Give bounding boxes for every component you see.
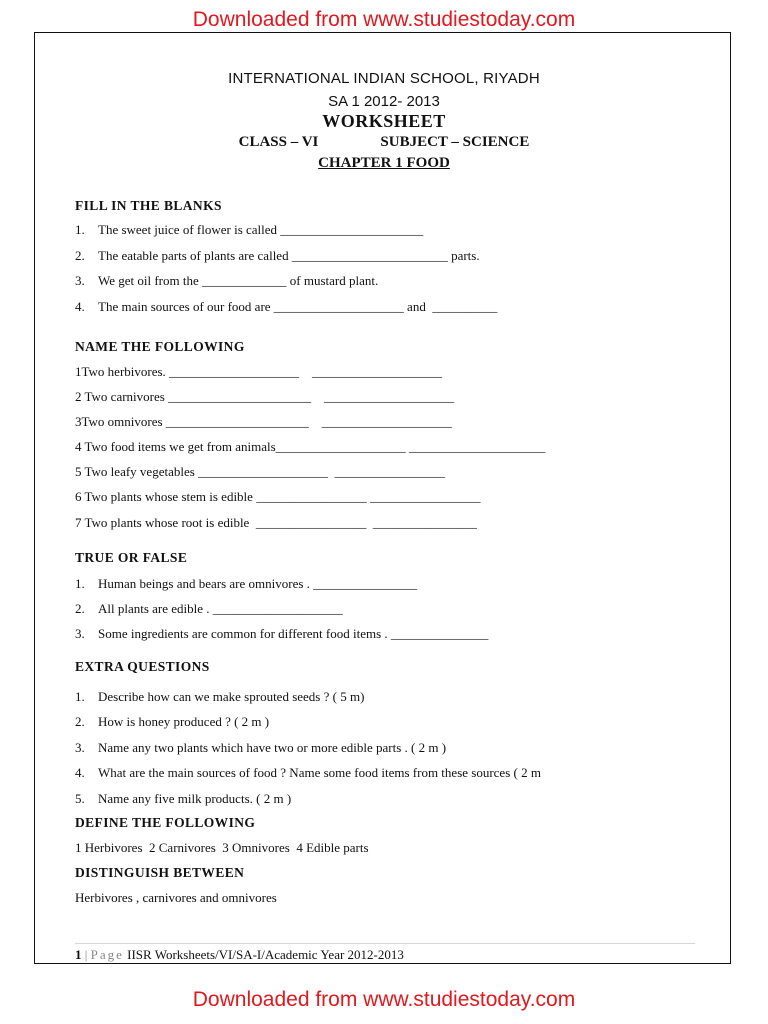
list-item (75, 299, 497, 315)
item-text: All plants are edible . ____________________ (98, 601, 343, 616)
worksheet-title: WORKSHEET (322, 111, 446, 131)
list-item: 6 Two plants whose stem is edible _________________ _________________ (75, 489, 481, 504)
item-number: 5. (75, 791, 85, 806)
list-item (75, 576, 417, 592)
page-footer (75, 947, 404, 963)
item-text: The sweet juice of flower is called ______________________ (98, 222, 424, 237)
page-label: Page (90, 947, 124, 962)
subject-label: SUBJECT – SCIENCE (380, 134, 530, 150)
list-item: 4 Two food items we get from animals____________________ _____________________ (75, 439, 546, 454)
watermark-bottom: Downloaded from www.studiestoday.com (192, 988, 576, 1011)
section-name-following: NAME THE FOLLOWING (75, 339, 245, 354)
item-text: Some ingredients are common for different food items . _______________ (98, 626, 489, 641)
item-number: 1. (75, 576, 85, 591)
footer-separator: | (84, 947, 88, 962)
list-item: 3Two omnivores ______________________ ____________________ (75, 414, 452, 429)
section-define: DEFINE THE FOLLOWING (75, 815, 256, 830)
item-text: The eatable parts of plants are called ________________________ parts. (98, 248, 480, 263)
section-extra-questions: EXTRA QUESTIONS (75, 659, 210, 674)
list-item (75, 248, 480, 264)
list-item: 1Two herbivores. ____________________ ____________________ (75, 364, 443, 379)
list-item (75, 273, 378, 289)
list-item (75, 765, 541, 781)
footer-text: IISR Worksheets/VI/SA-I/Academic Year 2012-2013 (127, 947, 404, 962)
chapter-title: CHAPTER 1 FOOD (318, 155, 450, 171)
list-item: 5 Two leafy vegetables ____________________ _________________ (75, 464, 446, 479)
watermark-top: Downloaded from www.studiestoday.com (192, 8, 576, 31)
school-name: INTERNATIONAL INDIAN SCHOOL, RIYADH (228, 70, 540, 87)
item-text: We get oil from the _____________ of mustard plant. (98, 273, 379, 288)
class-subject-line (0, 134, 768, 151)
list-item (75, 222, 423, 238)
item-text: The main sources of our food are ____________________ and __________ (98, 299, 498, 314)
list-item: 7 Two plants whose root is edible _________________ ________________ (75, 515, 477, 530)
distinguish-text: Herbivores , carnivores and omnivores (75, 890, 277, 905)
item-number: 4. (75, 299, 85, 314)
item-text: Describe how can we make sprouted seeds ? ( 5 m) (98, 689, 365, 704)
class-label: CLASS – VI (238, 134, 319, 150)
list-item (75, 601, 343, 617)
item-number: 3. (75, 740, 85, 755)
list-item (75, 714, 269, 730)
define-items: 1 Herbivores 2 Carnivores 3 Omnivores 4 Edible parts (75, 840, 369, 855)
item-text: Human beings and bears are omnivores . ________________ (98, 576, 418, 591)
section-fill-blanks: FILL IN THE BLANKS (75, 198, 222, 213)
item-number: 1. (75, 689, 85, 704)
item-number: 2. (75, 248, 85, 263)
item-text: Name any two plants which have two or more edible parts . ( 2 m ) (98, 740, 447, 755)
list-item: 2 Two carnivores ______________________ ____________________ (75, 389, 455, 404)
section-distinguish: DISTINGUISH BETWEEN (75, 865, 245, 880)
list-item (75, 689, 364, 705)
term-label: SA 1 2012- 2013 (328, 93, 440, 110)
item-number: 2. (75, 601, 85, 616)
footer-rule (75, 943, 695, 944)
list-item (75, 791, 291, 807)
page-number: 1 (75, 947, 82, 962)
list-item (75, 626, 488, 642)
item-number: 3. (75, 273, 85, 288)
section-true-false: TRUE OR FALSE (75, 550, 188, 565)
item-text: What are the main sources of food ? Name some food items from these sources ( 2 m (98, 765, 541, 780)
item-number: 2. (75, 714, 85, 729)
item-text: Name any five milk products. ( 2 m ) (98, 791, 292, 806)
item-number: 3. (75, 626, 85, 641)
item-text: How is honey produced ? ( 2 m ) (98, 714, 270, 729)
item-number: 1. (75, 222, 85, 237)
item-number: 4. (75, 765, 85, 780)
list-item (75, 740, 446, 756)
